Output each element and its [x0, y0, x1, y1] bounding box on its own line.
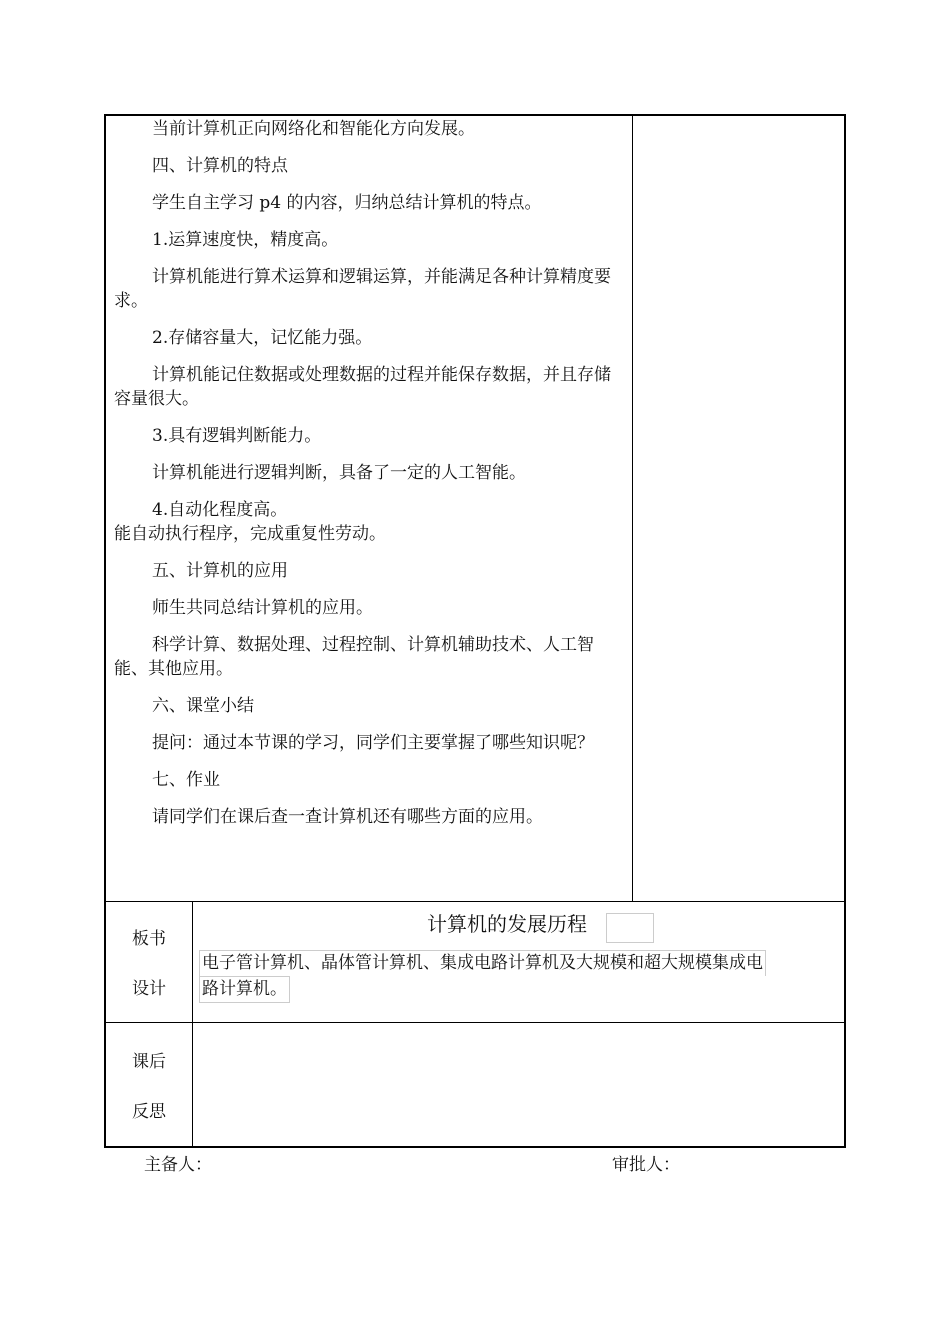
preparer-label: 主备人：	[144, 1155, 212, 1175]
list-item: 2.存储容量大，记忆能力强。	[152, 328, 373, 348]
section-heading: 五、计算机的应用	[152, 561, 288, 581]
approver-label: 审批人：	[612, 1155, 680, 1175]
list-item: 4.自动化程度高。	[152, 500, 288, 520]
paragraph: 师生共同总结计算机的应用。	[152, 598, 373, 618]
paragraph: 学生自主学习 p4 的内容，归纳总结计算机的特点。	[152, 193, 542, 213]
board-text-line2: 路计算机。	[199, 976, 290, 1003]
paragraph: 当前计算机正向网络化和智能化方向发展。	[152, 119, 475, 139]
table-divider-right-column	[632, 115, 633, 902]
list-item: 3.具有逻辑判断能力。	[152, 426, 322, 446]
table-divider-reflection-top	[105, 1022, 845, 1023]
paragraph: 提问：通过本节课的学习，同学们主要掌握了哪些知识呢？	[152, 733, 594, 753]
board-title: 计算机的发展历程	[427, 912, 587, 936]
section-heading: 六、课堂小结	[152, 696, 254, 716]
board-label-line2: 设计	[132, 979, 166, 999]
paragraph: 能自动执行程序，完成重复性劳动。	[114, 524, 386, 544]
board-label-line1: 板书	[132, 929, 166, 949]
blank-box	[606, 913, 654, 943]
paragraph: 计算机能记住数据或处理数据的过程并能保存数据，并且存储容量很大。	[114, 365, 611, 409]
reflection-label-line2: 反思	[132, 1102, 166, 1122]
paragraph: 请同学们在课后查一查计算机还有哪些方面的应用。	[152, 807, 543, 827]
section-heading: 四、计算机的特点	[152, 156, 288, 176]
board-text	[199, 950, 837, 1003]
paragraph: 计算机能进行算术运算和逻辑运算，并能满足各种计算精度要求。	[114, 267, 611, 311]
board-text-line1: 电子管计算机、晶体管计算机、集成电路计算机及大规模和超大规模集成电	[199, 950, 766, 976]
reflection-label-line1: 课后	[132, 1052, 166, 1072]
list-item: 1.运算速度快，精度高。	[152, 230, 339, 250]
lesson-content	[114, 117, 626, 842]
paragraph: 科学计算、数据处理、过程控制、计算机辅助技术、人工智能、其他应用。	[114, 635, 594, 679]
table-divider-board-top	[105, 901, 845, 902]
section-heading: 七、作业	[152, 770, 220, 790]
paragraph: 计算机能进行逻辑判断，具备了一定的人工智能。	[152, 463, 526, 483]
